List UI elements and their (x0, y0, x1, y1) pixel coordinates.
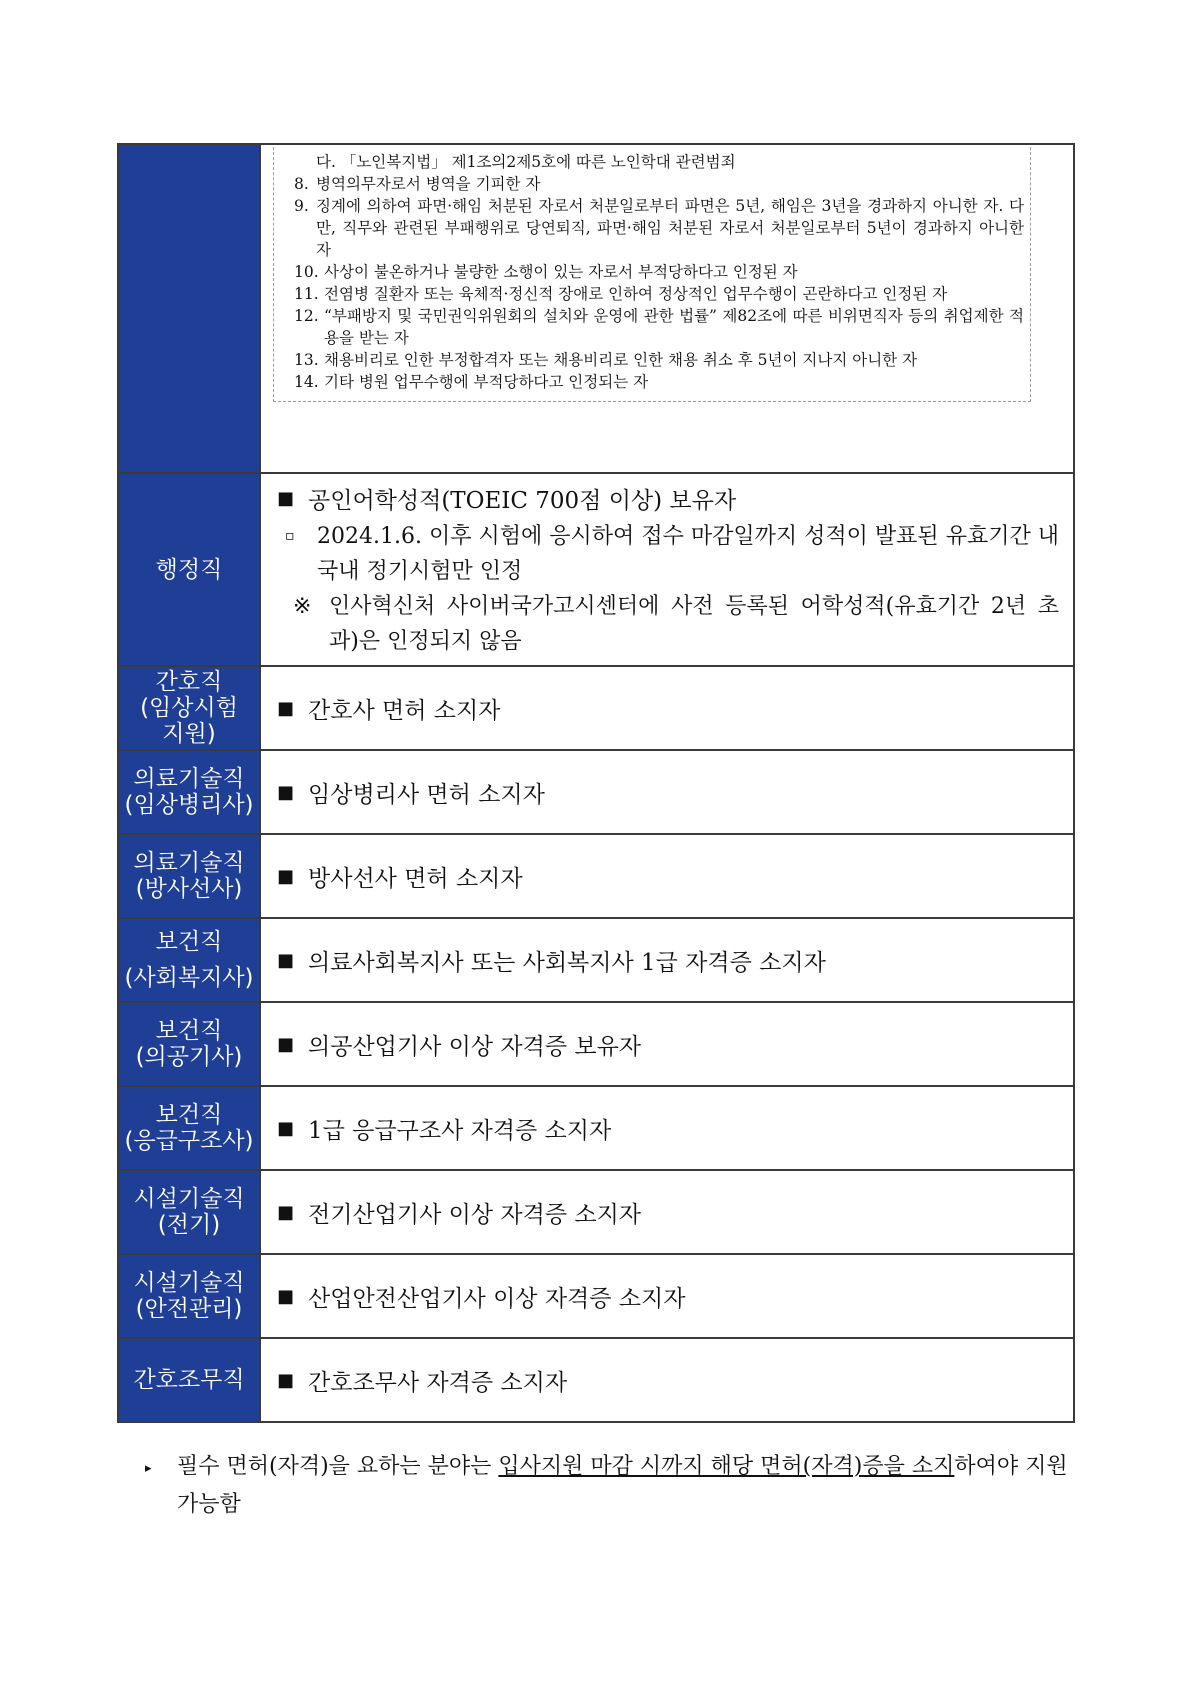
admin-main: ■ 공인어학성적(TOEIC 700점 이상) 보유자 (277, 488, 737, 514)
row-text: 간호사 면허 소지자 (308, 697, 501, 724)
row-label: 시설기술직 (안전관리) (119, 1255, 261, 1337)
square-bullet-icon: ■ (277, 1201, 295, 1223)
square-bullet-icon: ■ (277, 488, 295, 509)
footnote-text: 필수 면허(자격)을 요하는 분야는 입사지원 마감 시까지 해당 면허(자격)증을 소지하여야 지원 가능함 (177, 1454, 1068, 1517)
row-text: 의료사회복지사 또는 사회복지사 1급 자격증 소지자 (308, 949, 826, 976)
square-bullet-icon: ■ (277, 1369, 295, 1391)
reference-mark-icon: ※ (293, 594, 312, 619)
row-text: 임상병리사 면허 소지자 (308, 781, 545, 808)
list-item: 10. 사상이 불온하거나 불량한 소행이 있는 자로서 부적당하다고 인정된 자 (294, 263, 798, 281)
row-label: 간호조무직 (119, 1339, 261, 1421)
row-label-empty (119, 145, 261, 472)
table-row (119, 1169, 1073, 1253)
table-row (119, 833, 1073, 917)
disqualification-list (273, 147, 1031, 402)
list-item: 11. 전염병 질환자 또는 육체적·정신적 장애로 인하여 정상적인 업무수행이 곤란하다고 인정된 자 (294, 285, 948, 303)
disqualification-cell (261, 145, 1073, 472)
qualification-table (117, 143, 1075, 1423)
list-item: 다. 「노인복지법」 제1조의2제5호에 따른 노인학대 관련범죄 (316, 153, 736, 171)
list-item: 14. 기타 병원 업무수행에 부적당하다고 인정되는 자 (294, 373, 649, 391)
square-bullet-icon: ■ (277, 949, 295, 971)
admin-row (119, 472, 1073, 665)
square-bullet-icon: ■ (277, 1285, 295, 1307)
disqualification-row (119, 145, 1073, 472)
list-item: 13. 채용비리로 인한 부정합격자 또는 채용비리로 인한 채용 취소 후 5년이 지나지 아니한 자 (294, 351, 918, 369)
table-row (119, 749, 1073, 833)
list-item: 9. 징계에 의하여 파면·해임 처분된 자로서 처분일로부터 파면은 5년, 해임은 3년을 경과하지 아니한 자. 다만, 직무와 관련된 부패행위로 당연퇴직, 파면·해임 처분된 자로서 처분일로부터 5년이 경과하지 아니한 자 (294, 197, 1024, 259)
admin-sub-1: ▫ 2024.1.6. 이후 시험에 응시하여 접수 마감일까지 성적이 발표된 유효기간 내 국내 정기시험만 인정 (275, 519, 1059, 589)
table-row (119, 1001, 1073, 1085)
admin-sub-2: ※ 인사혁신처 사이버국가고시센터에 사전 등록된 어학성적(유효기간 2년 초과)은 인정되지 않음 (275, 589, 1059, 659)
table-row (119, 917, 1073, 1001)
row-text: 방사선사 면허 소지자 (308, 865, 523, 892)
row-label: 보건직 (의공기사) (119, 1003, 261, 1085)
row-text: 1급 응급구조사 자격증 소지자 (308, 1117, 612, 1144)
table-row (119, 1253, 1073, 1337)
square-bullet-icon: ■ (277, 697, 295, 719)
row-label: 의료기술직 (방사선사) (119, 835, 261, 917)
table-row (119, 1085, 1073, 1169)
table-row (119, 1337, 1073, 1421)
row-label: 행정직 (119, 474, 261, 665)
list-item: 8. 병역의무자로서 병역을 기피한 자 (294, 175, 541, 193)
row-label: 간호직 (임상시험 지원) (119, 667, 261, 749)
square-bullet-icon: ■ (277, 865, 295, 887)
row-text: 간호조무사 자격증 소지자 (308, 1369, 568, 1396)
small-square-bullet-icon: ▫ (285, 528, 295, 544)
list-item: 12. “부패방지 및 국민권익위원회의 설치와 운영에 관한 법률” 제82조에 따른 비위면직자 등의 취업제한 적용을 받는 자 (294, 307, 1024, 347)
row-label: 의료기술직 (임상병리사) (119, 751, 261, 833)
row-text: 전기산업기사 이상 자격증 소지자 (308, 1201, 642, 1228)
square-bullet-icon: ■ (277, 1033, 295, 1055)
table-row (119, 665, 1073, 749)
row-label: 보건직 (사회복지사) (119, 919, 261, 1001)
row-label: 시설기술직 (전기) (119, 1171, 261, 1253)
square-bullet-icon: ■ (277, 781, 295, 803)
row-text: 의공산업기사 이상 자격증 보유자 (308, 1033, 642, 1060)
triangle-bullet-icon: ▸ (145, 1461, 152, 1476)
admin-cell (261, 474, 1073, 665)
footnote (145, 1448, 1090, 1524)
square-bullet-icon: ■ (277, 1117, 295, 1139)
row-text: 산업안전산업기사 이상 자격증 소지자 (308, 1285, 686, 1312)
row-label: 보건직 (응급구조사) (119, 1087, 261, 1169)
